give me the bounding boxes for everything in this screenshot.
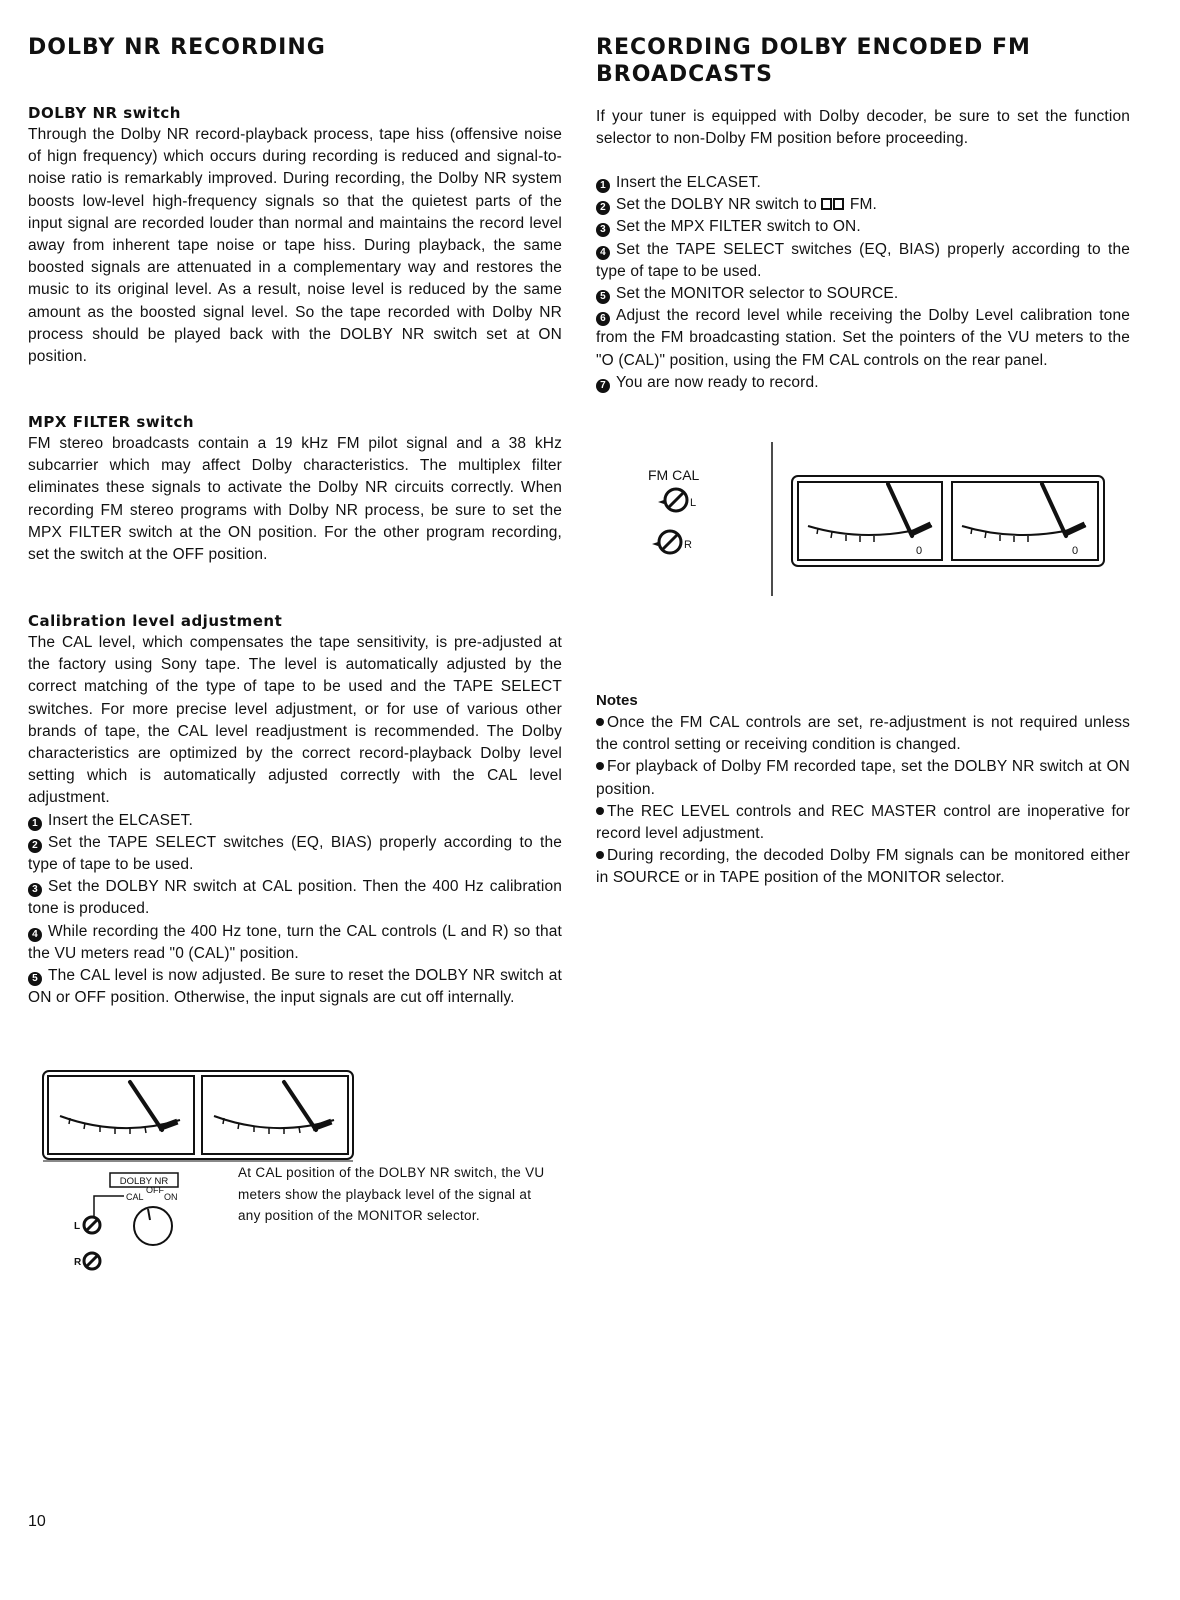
- note-item: [596, 845, 1130, 889]
- bullet-icon: [596, 807, 604, 815]
- section-text: The CAL level, which compensates the tape sensitivity, is pre-adjusted at the factory using Sony tape. The level is automatically adjusted by the correct matching of the type of tape to be used and the TAPE SELECT switches. For more precise level adjustment, or for use of various other brands of tape, the CAL level readjustment is recommended. The Dolby characteristics are optimized by the correct record-playback Dolby level setting which is automatically adjusted correctly with the CAL level adjustment.: [28, 634, 562, 807]
- step-text: You are now ready to record.: [616, 373, 819, 391]
- section-text: FM stereo broadcasts contain a 19 kHz FM pilot signal and a 38 kHz subcarrier which may affect Dolby characteristics. The multiplex filter eliminates these signals to activate the Dolby NR circuits correctly. When recording FM stereo programs with Dolby NR process, be sure to set the MPX FILTER switch at the ON position. For the other program recording, set the switch at the OFF position.: [28, 435, 562, 564]
- heading-recording-dolby-fm: [596, 34, 1031, 88]
- list-item: [596, 194, 1130, 216]
- step-text: The CAL level is now adjusted. Be sure to reset the DOLBY NR switch at ON or OFF position. Otherwise, the input signals are cut off internally.: [28, 967, 562, 1007]
- step-number-icon: 1: [596, 179, 610, 193]
- cal-label: CAL: [126, 1192, 144, 1202]
- note-item: [596, 801, 1130, 845]
- note-text: The REC LEVEL controls and REC MASTER control are inoperative for record level adjustment.: [596, 802, 1130, 843]
- section-title: Calibration level adjustment: [28, 612, 283, 630]
- step-number-icon: 2: [596, 201, 610, 215]
- list-item: [28, 921, 562, 965]
- intro-text: If your tuner is equipped with Dolby decoder, be sure to set the function selector to non-Dolby FM position before proceeding.: [596, 108, 1130, 148]
- section-mpx-filter-switch: [28, 411, 562, 566]
- note-item: [596, 756, 1130, 800]
- step-text: Set the DOLBY NR switch at CAL position. Then the 400 Hz calibration tone is produced.: [28, 878, 562, 918]
- step-text: Set the MONITOR selector to SOURCE.: [616, 285, 899, 303]
- step-number-icon: 3: [28, 883, 42, 897]
- list-item: [596, 305, 1130, 372]
- note-text: Once the FM CAL controls are set, re-adjustment is not required unless the control setting or receiving condition is changed.: [596, 714, 1130, 754]
- section-text: Through the Dolby NR record-playback process, tape hiss (offensive noise of hign frequency) which occurs during recording is reduced and signal-to-noise ratio is remarkably improved. During recording, the Dolby NR system boosts low-level high-frequency signals so that the quietest parts of the input signal are recorded louder than normal and maintains the record level away from inherent tape noise or tape hiss. During playback, the same boosted signals are attenuated in a complementary way and restores the music to its original level. As a result, noise level is reduced by the same amount as the boosted signal level. So the tape recorded with Dolby NR process should be played back with the DOLBY NR switch set at ON position.: [28, 126, 562, 366]
- list-item: [596, 283, 1130, 305]
- step-text: Insert the ELCASET.: [48, 811, 193, 829]
- knob-r-label: R: [74, 1257, 82, 1268]
- section-title: DOLBY NR switch: [28, 104, 181, 122]
- on-label: ON: [164, 1192, 178, 1202]
- bullet-icon: [596, 762, 604, 770]
- step-text: Adjust the record level while receiving the Dolby Level calibration tone from the FM broadcasting station. Set the pointers of the VU meters to the "O (CAL)" position, using the FM CAL controls on the rear panel.: [596, 307, 1130, 369]
- step-text: Set the TAPE SELECT switches (EQ, BIAS) properly according to the type of tape to be used.: [28, 833, 562, 874]
- step-number-icon: 2: [28, 839, 42, 853]
- list-item: [28, 832, 562, 876]
- page-number: 10: [28, 1513, 46, 1530]
- dolby-nr-switch-knob-icon: [134, 1207, 172, 1245]
- step-number-icon: 6: [596, 312, 610, 326]
- dolby-double-d-icon: [821, 198, 832, 210]
- cal-steps-list: [28, 810, 562, 1010]
- list-item: [596, 239, 1130, 283]
- bullet-icon: [596, 718, 604, 726]
- list-item: [28, 965, 562, 1009]
- step-text: Insert the ELCASET.: [616, 174, 761, 191]
- step-text: Set the MPX FILTER switch to ON.: [616, 218, 861, 236]
- meter-zero-label: 0: [1072, 545, 1079, 557]
- heading-line: BROADCASTS: [596, 62, 773, 87]
- fm-steps-list: [596, 172, 1130, 394]
- vu-meter-right-icon: [202, 1076, 348, 1154]
- note-text: For playback of Dolby FM recorded tape, set the DOLBY NR switch at ON position.: [596, 758, 1130, 798]
- step-text: Set the TAPE SELECT switches (EQ, BIAS) properly according to the type of tape to be used.: [596, 240, 1130, 280]
- off-label: OFF: [146, 1185, 164, 1195]
- notes-title: Notes: [596, 692, 638, 709]
- knob-l-label: L: [74, 1221, 81, 1232]
- bullet-icon: [596, 851, 604, 859]
- heading-line: RECORDING DOLBY ENCODED FM: [596, 35, 1031, 60]
- step-text: While recording the 400 Hz tone, turn the CAL controls (L and R) so that the VU meters read "0 (CAL)" position.: [28, 922, 562, 962]
- step-number-icon: 4: [596, 246, 610, 260]
- figure-caption: At CAL position of the DOLBY NR switch, the VU meters show the playback level of the signal at any position of the MONITOR selector.: [238, 1165, 545, 1223]
- step-number-icon: 7: [596, 379, 610, 393]
- fm-cal-figure: [640, 440, 1110, 600]
- dolby-double-d-icon: [833, 198, 844, 210]
- notes-section: [596, 690, 1130, 890]
- fm-cal-label: FM CAL: [648, 467, 700, 483]
- step-text: Set the DOLBY NR switch to: [616, 196, 817, 214]
- knob-r-label: R: [684, 539, 692, 551]
- list-item: [28, 810, 562, 832]
- step-number-icon: 4: [28, 928, 42, 942]
- list-item: [596, 216, 1130, 238]
- heading-dolby-nr-recording: DOLBY NR RECORDING: [28, 35, 326, 60]
- list-item: [596, 172, 1130, 194]
- step-text: FM.: [849, 196, 877, 214]
- step-number-icon: 5: [596, 290, 610, 304]
- section-title: MPX FILTER switch: [28, 413, 195, 431]
- section-dolby-nr-switch: [28, 102, 562, 368]
- step-number-icon: 1: [28, 817, 42, 831]
- dolby-nr-panel-label: DOLBY NR: [119, 1176, 169, 1187]
- intro-section: [596, 106, 1130, 150]
- vu-meter-left-icon: [48, 1076, 194, 1154]
- section-calibration-level: [28, 610, 562, 1009]
- meter-zero-label: 0: [916, 545, 923, 557]
- list-item: [596, 372, 1130, 394]
- fm-steps-section: [596, 172, 1130, 394]
- step-number-icon: 5: [28, 972, 42, 986]
- list-item: [28, 876, 562, 920]
- note-text: During recording, the decoded Dolby FM signals can be monitored either in SOURCE or in TAPE position of the MONITOR selector.: [596, 847, 1130, 887]
- step-number-icon: 3: [596, 223, 610, 237]
- knob-l-label: L: [690, 497, 697, 509]
- note-item: [596, 712, 1130, 756]
